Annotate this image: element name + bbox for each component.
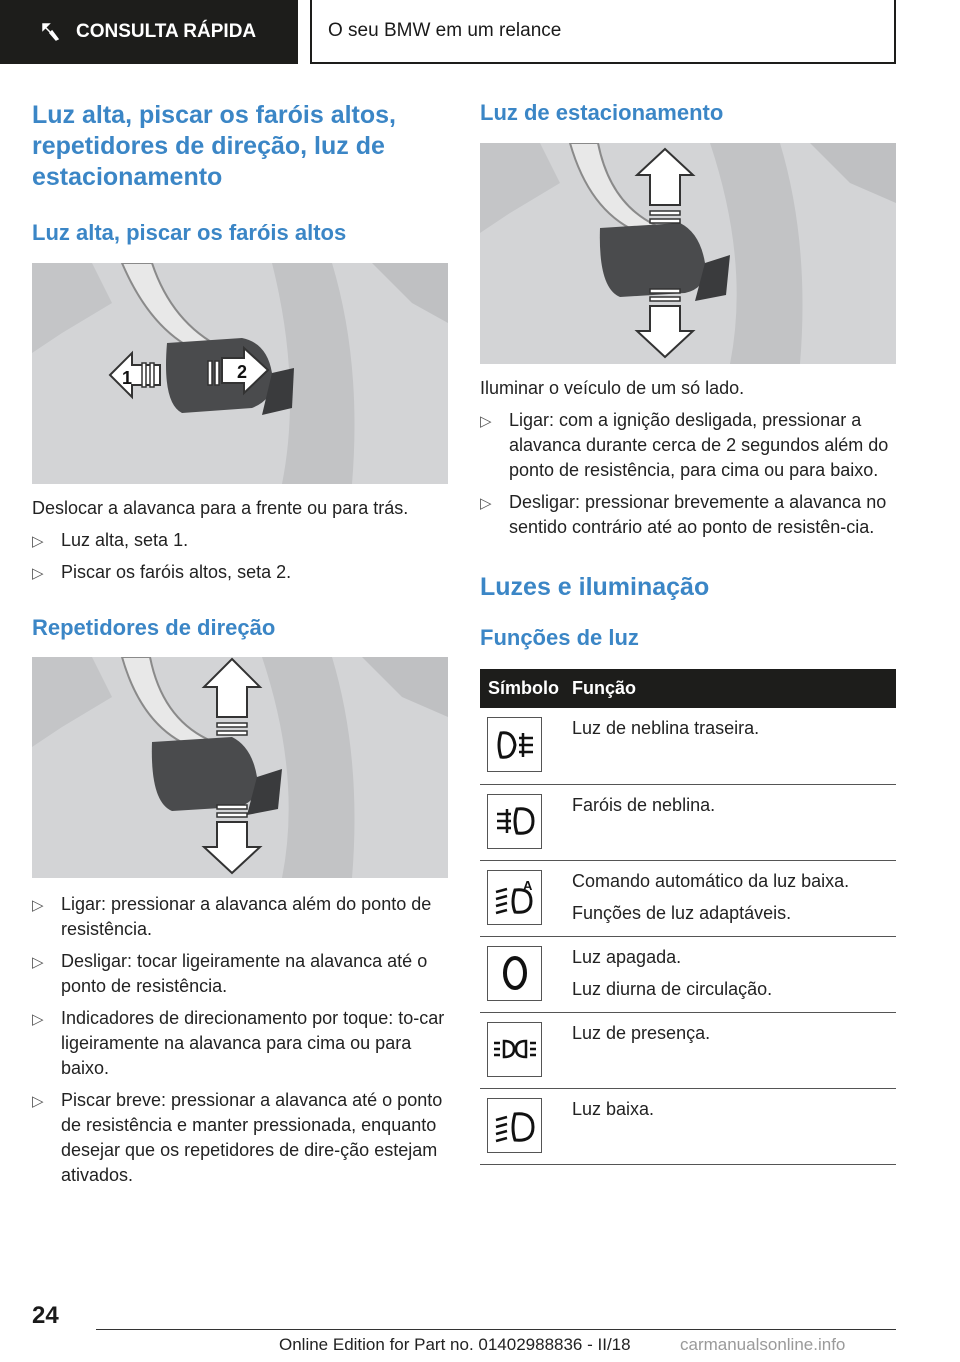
parking-light-list [480, 408, 896, 540]
watermark: carmanualsonline.info [680, 1335, 846, 1354]
list-item: ▷ Luz alta, seta 1. [32, 528, 448, 553]
parking-light-illustration [480, 143, 896, 364]
turn-signal-list [32, 892, 448, 1188]
turn-signal-heading: Repetidores de direção [32, 615, 276, 640]
edition-text: Online Edition for Part no. 01402988836 - II/18 [279, 1335, 631, 1354]
front-fog-light-icon [487, 794, 542, 849]
lights-off-icon [487, 946, 542, 1001]
svg-text:A: A [522, 878, 532, 893]
quick-reference-tab[interactable] [0, 0, 298, 64]
quick-reference-icon [40, 21, 62, 43]
table-header-row [480, 669, 896, 708]
lights-heading: Luzes e iluminação [480, 573, 710, 601]
right-column [480, 100, 896, 1165]
section-title: O seu BMW em um relance [310, 0, 896, 64]
list-item: ▷ Piscar breve: pressionar a alavanca até o ponto de resistência e manter pressionada, enquanto desejar que os repetidores de dire-ção estejam ativados. [32, 1090, 443, 1185]
row-text-2: Funções de luz adaptáveis. [572, 902, 792, 923]
left-column [32, 100, 448, 1195]
triangle-bullet-icon: ▷ [32, 533, 44, 550]
high-beam-text: Deslocar a alavanca para a frente ou para trás. [32, 498, 409, 518]
table-row [480, 1088, 896, 1164]
page-number: 24 [32, 1302, 59, 1329]
arrow-label-2: 2 [237, 362, 248, 382]
turn-signal-illustration [32, 657, 448, 878]
triangle-bullet-icon: ▷ [480, 495, 492, 512]
list-item: ▷ Piscar os faróis altos, seta 2. [32, 560, 448, 585]
col-function: Função [572, 669, 896, 708]
row-text-1: Comando automático da luz baixa. [572, 870, 850, 891]
rear-fog-light-icon [487, 717, 542, 772]
light-functions-heading: Funções de luz [480, 625, 639, 650]
low-beam-icon [487, 1098, 542, 1153]
list-item: ▷ Desligar: tocar ligeiramente na alavanca até o ponto de resistência. [32, 951, 428, 996]
high-beam-illustration [32, 263, 448, 484]
parking-light-heading: Luz de estacionamento [480, 100, 724, 125]
table-row [480, 860, 896, 936]
row-text-1: Faróis de neblina. [572, 794, 716, 815]
list-item: ▷ Ligar: com a ignição desligada, pressionar a alavanca durante cerca de 2 segundos além do ponto de resistência, para cima ou para baixo. [480, 410, 889, 480]
high-beam-heading: Luz alta, piscar os faróis altos [32, 220, 347, 245]
table-row [480, 1012, 896, 1088]
list-item: ▷ Desligar: pressionar brevemente a alavanca no sentido contrário até ao ponto de resistên-cia. [480, 492, 887, 537]
row-text-1: Luz de presença. [572, 1022, 711, 1043]
main-heading: Luz alta, piscar os faróis altos, repetidores de direção, luz de estacionamento [32, 101, 397, 191]
table-row [480, 936, 896, 1012]
row-text-1: Luz baixa. [572, 1098, 655, 1119]
high-beam-list [32, 528, 448, 585]
triangle-bullet-icon: ▷ [32, 1093, 44, 1110]
row-text-1: Luz apagada. [572, 946, 682, 967]
table-row [480, 708, 896, 784]
parking-lights-icon [487, 1022, 542, 1077]
light-functions-table [480, 669, 896, 1165]
triangle-bullet-icon: ▷ [32, 1011, 44, 1028]
triangle-bullet-icon: ▷ [480, 413, 492, 430]
row-text-1: Luz de neblina traseira. [572, 718, 760, 738]
triangle-bullet-icon: ▷ [32, 897, 44, 914]
table-row [480, 784, 896, 860]
triangle-bullet-icon: ▷ [32, 565, 44, 582]
list-item: ▷ Indicadores de direcionamento por toque: to-car ligeiramente na alavanca para cima ou para baixo. [32, 1008, 445, 1078]
col-symbol: Símbolo [480, 669, 572, 708]
quick-reference-label: CONSULTA RÁPIDA [76, 21, 257, 42]
footer-divider [96, 1329, 896, 1330]
list-item: ▷ Ligar: pressionar a alavanca além do ponto de resistência. [32, 894, 432, 939]
triangle-bullet-icon: ▷ [32, 954, 44, 971]
parking-light-text: Iluminar o veículo de um só lado. [480, 378, 745, 398]
arrow-label-1: 1 [122, 368, 133, 388]
row-text-2: Luz diurna de circulação. [572, 978, 773, 999]
auto-low-beam-icon [487, 870, 542, 925]
